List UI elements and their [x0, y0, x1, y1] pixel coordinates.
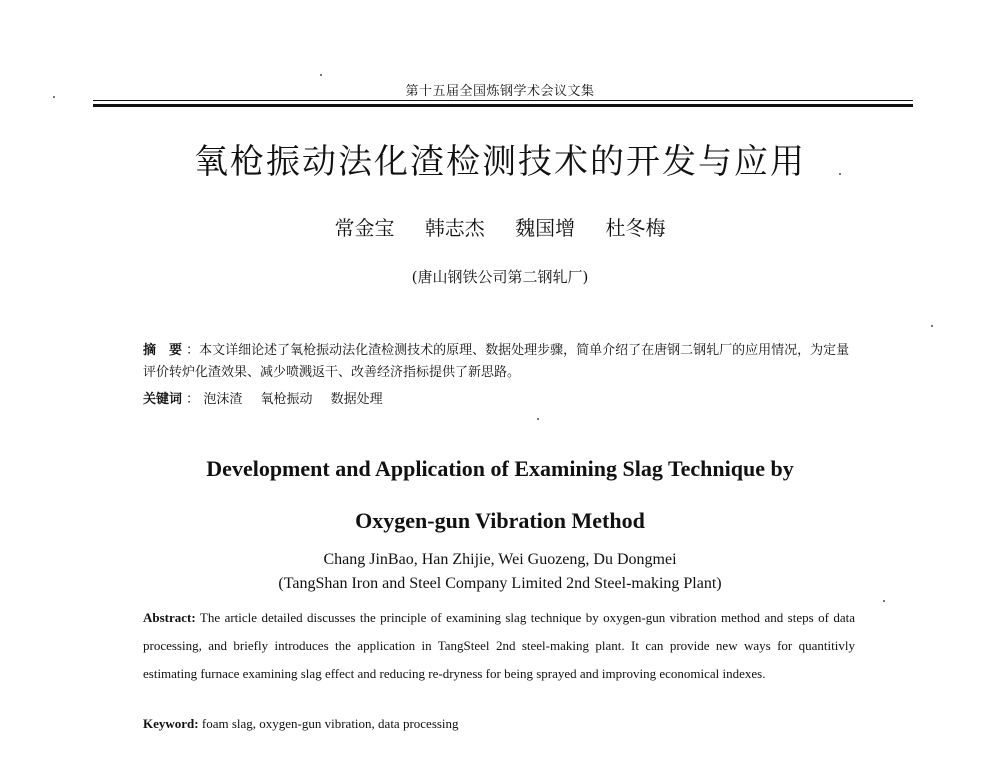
- header-rule-thick: [93, 104, 913, 107]
- english-keywords-label: Keyword:: [143, 716, 199, 731]
- scan-speck: [320, 74, 322, 76]
- english-affiliation: (TangShan Iron and Steel Company Limited 2nd Steel-making Plant): [278, 575, 722, 592]
- chinese-abstract-separator: ：: [186, 343, 200, 358]
- scan-speck: [839, 173, 841, 175]
- chinese-affiliation: (唐山钢铁公司第二钢轧厂): [411, 268, 589, 286]
- scan-speck: [883, 600, 885, 602]
- header-rule-thin: [93, 100, 913, 101]
- chinese-keyword: 泡沫渣: [203, 392, 243, 407]
- english-title-line-1: Development and Application of Examining Slag Technique by: [206, 456, 794, 481]
- english-keywords-text: foam slag, oxygen-gun vibration, data processing: [201, 716, 459, 731]
- chinese-keywords: [143, 390, 853, 410]
- chinese-abstract-label: 摘 要: [143, 343, 183, 358]
- scan-speck: [537, 418, 539, 420]
- chinese-keywords-separator: ：: [186, 392, 200, 407]
- chinese-authors: [0, 212, 1000, 241]
- chinese-title: 氧枪振动法化渣检测技术的开发与应用: [194, 142, 806, 182]
- scan-speck: [53, 96, 55, 98]
- chinese-author: 魏国增: [515, 216, 576, 240]
- chinese-keyword: 数据处理: [330, 392, 383, 407]
- english-abstract: [143, 604, 855, 688]
- chinese-abstract: [143, 340, 853, 384]
- chinese-author: 韩志杰: [424, 216, 485, 240]
- chinese-keyword: 氧枪振动: [260, 392, 313, 407]
- chinese-author: 杜冬梅: [605, 216, 666, 240]
- english-abstract-text: The article detailed discusses the principle of examining slag technique by oxygen-gun vibration method and steps of data processing, and briefly introduces the application in TangSteel 2nd steel-making plant. It can provide new ways for quantitivly estimating furnace examining slag effect and reducing re-dryness for being sprayed and improving economical indexes.: [143, 610, 856, 681]
- english-title-line-2: Oxygen-gun Vibration Method: [355, 508, 645, 533]
- chinese-author: 常金宝: [334, 216, 395, 240]
- scan-speck: [931, 325, 933, 327]
- english-abstract-label: Abstract:: [143, 610, 196, 625]
- english-authors: Chang JinBao, Han Zhijie, Wei Guozeng, Du Dongmei: [323, 551, 677, 568]
- chinese-keywords-label: 关键词: [143, 392, 183, 407]
- english-keywords: [143, 714, 855, 734]
- running-header: 第十五届全国炼钢学术会议文集: [405, 84, 595, 99]
- chinese-abstract-text: 本文详细论述了氧枪振动法化渣检测技术的原理、数据处理步骤，简单介绍了在唐钢二钢轧厂的应用情况，为定量评价转炉化渣效果、减少喷溅返干、改善经济指标提供了新思路。: [143, 343, 850, 380]
